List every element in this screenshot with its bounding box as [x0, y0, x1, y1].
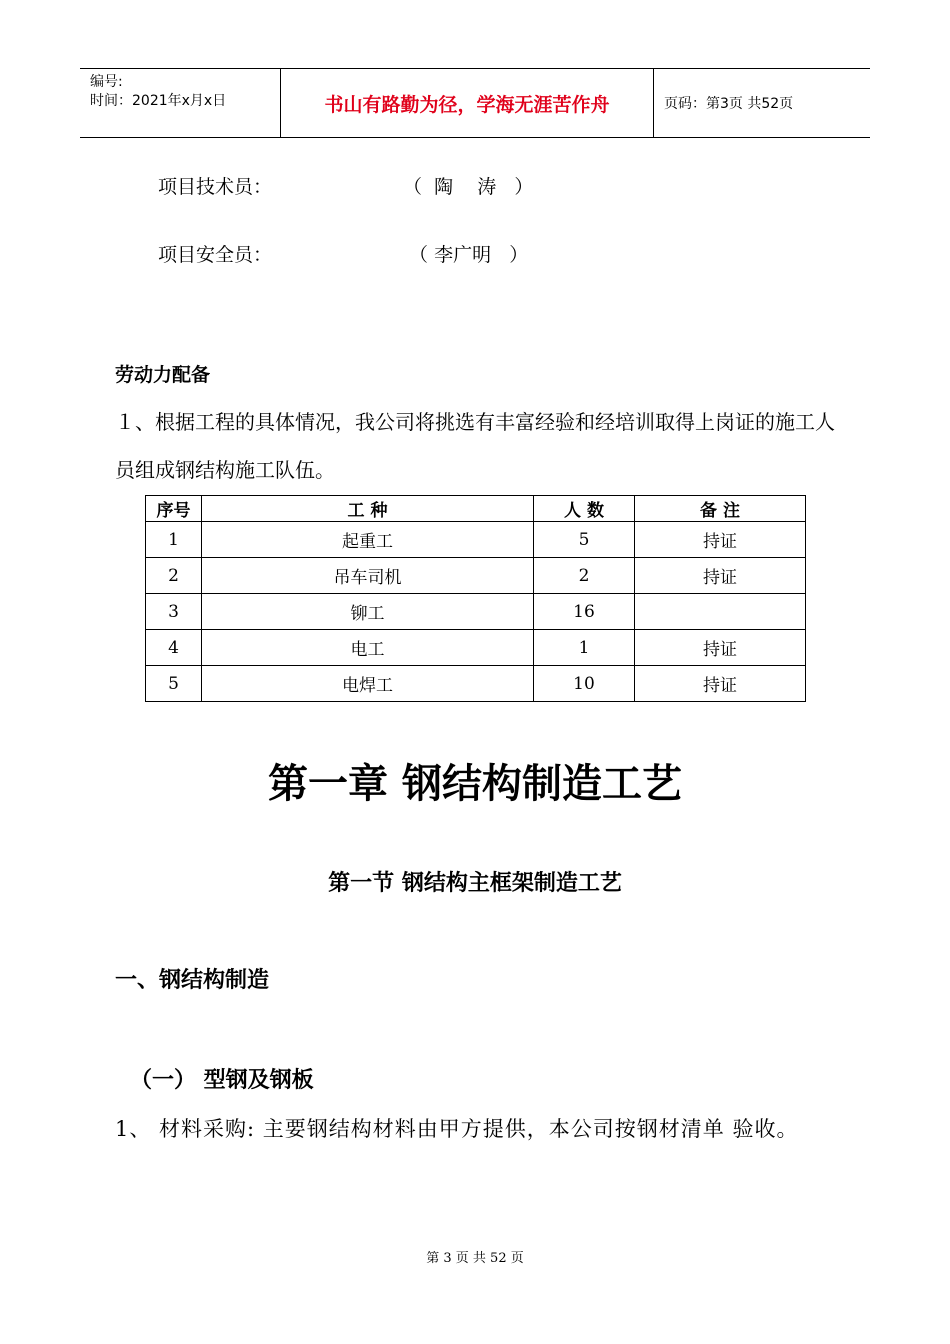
cell-trade: 起重工: [202, 522, 534, 558]
cell-note: [635, 594, 806, 630]
staff-row-safety: [158, 240, 529, 267]
col-header-trade: 工 种: [202, 496, 534, 522]
labor-title: 劳动力配备: [115, 364, 211, 386]
cell-note: 持证: [635, 522, 806, 558]
col-header-count: 人 数: [534, 496, 635, 522]
cell-count: 16: [534, 594, 635, 630]
header-page: 页码：第3页 共52页: [664, 96, 794, 112]
col-header-note: 备 注: [635, 496, 806, 522]
cell-note: 持证: [635, 558, 806, 594]
table-row: [146, 630, 806, 666]
header-meta: [80, 69, 280, 137]
staff-name: （ 李广明 ）: [403, 244, 529, 266]
cell-trade: 铆工: [202, 594, 534, 630]
heading-level-1: 一、钢结构制造: [115, 968, 270, 993]
labor-intro: １、根据工程的具体情况，我公司将挑选有丰富经验和经培训取得上岗证的施工人员组成钢结构施工队伍。: [115, 410, 835, 482]
col-header-index: 序号: [146, 496, 202, 522]
page-header: [80, 68, 870, 138]
list-item: 1、 材料采购: 主要钢结构材料由甲方提供，本公司按钢材清单 验收。: [115, 1117, 799, 1141]
labor-table: [145, 495, 806, 702]
header-time: 时间：2021年x月x日: [90, 93, 227, 109]
cell-index: 5: [146, 666, 202, 702]
cell-index: 2: [146, 558, 202, 594]
table-row: [146, 558, 806, 594]
cell-count: 5: [534, 522, 635, 558]
cell-index: 1: [146, 522, 202, 558]
table-header-row: [146, 496, 806, 522]
header-motto: 书山有路勤为径，学海无涯苦作舟: [280, 69, 654, 137]
cell-trade: 电工: [202, 630, 534, 666]
cell-trade: 吊车司机: [202, 558, 534, 594]
table-row: [146, 666, 806, 702]
cell-note: 持证: [635, 630, 806, 666]
cell-index: 3: [146, 594, 202, 630]
staff-role: 项目技术员：: [158, 176, 273, 198]
header-number: 编号:: [90, 74, 123, 90]
cell-count: 10: [534, 666, 635, 702]
page-footer: 第 3 页 共 52 页: [426, 1251, 524, 1266]
staff-name: （ 陶 涛 ）: [403, 176, 534, 198]
staff-role: 项目安全员：: [158, 244, 273, 266]
table-row: [146, 594, 806, 630]
staff-row-tech: [158, 172, 534, 199]
table-row: [146, 522, 806, 558]
cell-count: 2: [534, 558, 635, 594]
heading-level-2: （一） 型钢及钢板: [130, 1068, 314, 1093]
cell-index: 4: [146, 630, 202, 666]
section-title: 第一节 钢结构主框架制造工艺: [328, 871, 622, 896]
cell-note: 持证: [635, 666, 806, 702]
chapter-title: 第一章 钢结构制造工艺: [268, 761, 682, 807]
cell-count: 1: [534, 630, 635, 666]
cell-trade: 电焊工: [202, 666, 534, 702]
